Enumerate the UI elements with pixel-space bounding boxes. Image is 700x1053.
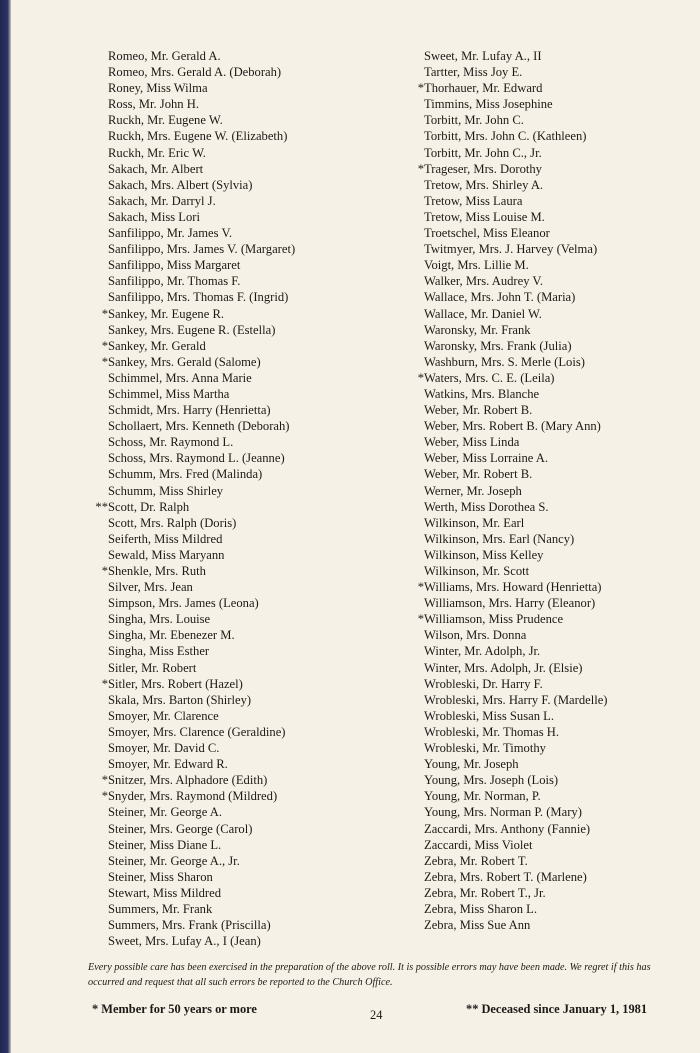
member-name: Ruckh, Mr. Eugene W.: [108, 113, 223, 128]
member-name: Zebra, Mr. Robert T.: [424, 853, 528, 868]
member-name: Washburn, Mrs. S. Merle (Lois): [424, 354, 585, 369]
member-name: Werner, Mr. Joseph: [424, 483, 522, 498]
member-name: Ross, Mr. John H.: [108, 97, 199, 112]
member-50-years-marker: *: [417, 161, 424, 176]
member-name: Sankey, Mrs. Gerald (Salome): [108, 354, 261, 369]
member-name: Walker, Mrs. Audrey V.: [424, 274, 544, 289]
member-name: Young, Mrs. Norman P. (Mary): [424, 805, 582, 820]
member-name: Weber, Miss Linda: [424, 435, 520, 450]
roll-entry: [408, 660, 700, 676]
member-name: Sweet, Mr. Lufay A., II: [424, 49, 542, 63]
member-name: Wilkinson, Miss Kelley: [424, 547, 544, 562]
roll-entry: [80, 209, 400, 225]
roll-entry: [80, 289, 400, 305]
member-name: Steiner, Miss Sharon: [108, 869, 213, 884]
member-name: Tretow, Miss Louise M.: [424, 209, 545, 224]
roll-entry: [408, 901, 700, 917]
roll-entry: [80, 370, 400, 386]
member-name: Stewart, Miss Mildred: [108, 885, 221, 900]
roll-entry: [408, 145, 700, 161]
roll-entry: [80, 933, 400, 949]
roll-entry: [408, 837, 700, 853]
member-name: Sanfilippo, Mr. Thomas F.: [108, 274, 241, 289]
roll-entry: [408, 483, 700, 499]
member-name: Zaccardi, Miss Violet: [424, 837, 533, 852]
member-name: Williamson, Mrs. Harry (Eleanor): [424, 596, 596, 611]
member-name: Scott, Mrs. Ralph (Doris): [108, 515, 237, 530]
roll-entry: [80, 225, 400, 241]
roll-entry: [408, 804, 700, 820]
member-name: Tretow, Miss Laura: [424, 193, 523, 208]
member-name: Trageser, Mrs. Dorothy: [424, 161, 542, 176]
member-name: Sakach, Mrs. Albert (Sylvia): [108, 177, 253, 192]
roll-entry: [80, 563, 400, 579]
member-name: Sewald, Miss Maryann: [108, 547, 225, 562]
roll-entry: [408, 692, 700, 708]
footnote-member-50-years: * Member for 50 years or more: [92, 1002, 257, 1016]
roll-entry: [80, 660, 400, 676]
roll-entry: [408, 821, 700, 837]
member-name: Smoyer, Mr. Edward R.: [108, 757, 228, 772]
roll-entry: [80, 322, 400, 338]
roll-entry: [408, 531, 700, 547]
member-name: Seiferth, Miss Mildred: [108, 531, 223, 546]
member-name: Zebra, Miss Sue Ann: [424, 918, 531, 933]
roll-entry: [408, 402, 700, 418]
roll-entry: [408, 289, 700, 305]
roll-entry: [408, 225, 700, 241]
member-50-years-marker: *: [101, 564, 108, 578]
member-name: Sweet, Mrs. Lufay A., I (Jean): [108, 934, 261, 949]
roll-entry: [408, 708, 700, 724]
roll-entry: [408, 48, 700, 64]
roll-entry: [80, 64, 400, 80]
member-name: Schimmel, Mrs. Anna Marie: [108, 370, 252, 385]
roll-entry: [80, 306, 400, 322]
member-name: Summers, Mrs. Frank (Priscilla): [108, 918, 271, 933]
member-name: Sakach, Mr. Albert: [108, 161, 204, 176]
member-name: Sanfilippo, Mrs. Thomas F. (Ingrid): [108, 290, 289, 305]
roll-entry: [408, 611, 700, 627]
member-name: Zebra, Miss Sharon L.: [424, 901, 537, 916]
member-name: Williams, Mrs. Howard (Henrietta): [424, 580, 602, 595]
roll-entry: [80, 257, 400, 273]
roll-entry: [80, 466, 400, 482]
roll-entry: [80, 643, 400, 659]
member-name: Summers, Mr. Frank: [108, 901, 213, 916]
roll-entry: [408, 80, 700, 96]
roll-entry: [80, 483, 400, 499]
member-name: Singha, Mrs. Louise: [108, 612, 211, 627]
roll-entry: [408, 740, 700, 756]
roll-entry: [408, 112, 700, 128]
member-name: Wallace, Mrs. John T. (Maria): [424, 290, 576, 305]
member-name: Wrobleski, Mrs. Harry F. (Mardelle): [424, 692, 608, 707]
member-name: Torbitt, Mr. John C.: [424, 113, 524, 128]
member-50-years-marker: *: [417, 580, 424, 595]
member-name: Sanfilippo, Mrs. James V. (Margaret): [108, 242, 296, 257]
roll-entry: [80, 112, 400, 128]
member-name: Watkins, Mrs. Blanche: [424, 386, 540, 401]
member-name: Wrobleski, Mr. Timothy: [424, 741, 546, 756]
member-name: Weber, Mr. Robert B.: [424, 403, 533, 418]
roll-entry: [408, 209, 700, 225]
roll-entry: [408, 788, 700, 804]
member-name: Voigt, Mrs. Lillie M.: [424, 258, 529, 273]
member-name: Singha, Mr. Ebenezer M.: [108, 628, 235, 643]
roll-entry: [408, 306, 700, 322]
roll-entry: [408, 885, 700, 901]
member-name: Weber, Mr. Robert B.: [424, 467, 533, 482]
roll-entry: [408, 676, 700, 692]
roll-entry: [80, 547, 400, 563]
member-name: Wilson, Mrs. Donna: [424, 628, 527, 643]
roll-entry: [408, 579, 700, 595]
roll-entry: [408, 499, 700, 515]
member-name: Waronsky, Mr. Frank: [424, 322, 531, 337]
member-name: Ruckh, Mrs. Eugene W. (Elizabeth): [108, 129, 288, 144]
roll-entry: [408, 563, 700, 579]
roll-entry: [408, 643, 700, 659]
member-name: Romeo, Mr. Gerald A.: [108, 49, 221, 63]
member-name: Weber, Mrs. Robert B. (Mary Ann): [424, 419, 601, 434]
roll-entry: [408, 370, 700, 386]
roll-entry: [80, 177, 400, 193]
member-name: Sankey, Mr. Gerald: [108, 338, 206, 353]
member-name: Winter, Mr. Adolph, Jr.: [424, 644, 541, 659]
roll-entry: [408, 772, 700, 788]
member-name: Schimmel, Miss Martha: [108, 386, 230, 401]
member-50-years-marker: *: [101, 354, 108, 369]
member-50-years-marker: *: [101, 306, 108, 321]
roll-entry: [80, 804, 400, 820]
roll-entry: [408, 450, 700, 466]
member-name: Sanfilippo, Mr. James V.: [108, 226, 233, 241]
disclaimer-note: Every possible care has been exercised in the preparation of the above roll. It is possible errors may have been made. We regret if this has occurred and request that all such errors be reported to the Church Office.: [88, 962, 651, 988]
member-name: Wallace, Mr. Daniel W.: [424, 306, 542, 321]
roll-entry: [80, 579, 400, 595]
member-name: Tretow, Mrs. Shirley A.: [424, 177, 544, 192]
deceased-marker: **: [95, 499, 108, 514]
roll-entry: [80, 434, 400, 450]
member-name: Wilkinson, Mr. Earl: [424, 515, 525, 530]
member-name: Smoyer, Mr. Clarence: [108, 708, 219, 723]
member-name: Troetschel, Miss Eleanor: [424, 226, 550, 241]
member-name: Williamson, Miss Prudence: [424, 612, 564, 627]
member-name: Zebra, Mrs. Robert T. (Marlene): [424, 869, 587, 884]
roll-entry: [408, 466, 700, 482]
roll-entry: [80, 837, 400, 853]
member-name: Silver, Mrs. Jean: [108, 580, 193, 595]
roll-entry: [80, 772, 400, 788]
roll-entry: [80, 338, 400, 354]
member-name: Sanfilippo, Miss Margaret: [108, 258, 241, 273]
member-name: Torbitt, Mr. John C., Jr.: [424, 145, 542, 160]
member-name: Young, Mrs. Joseph (Lois): [424, 773, 559, 788]
roll-entry: [80, 48, 400, 64]
member-name: Wrobleski, Miss Susan L.: [424, 708, 554, 723]
member-name: Steiner, Miss Diane L.: [108, 837, 222, 852]
member-50-years-marker: *: [101, 789, 108, 804]
roll-entry: [408, 595, 700, 611]
roll-entry: [408, 418, 700, 434]
roll-entry: [80, 676, 400, 692]
member-name: Zaccardi, Mrs. Anthony (Fannie): [424, 821, 591, 836]
roll-column-left: [80, 48, 400, 949]
roll-entry: [80, 273, 400, 289]
member-name: Snyder, Mrs. Raymond (Mildred): [108, 789, 278, 804]
member-50-years-marker: *: [101, 676, 108, 691]
member-name: Singha, Miss Esther: [108, 644, 210, 659]
roll-entry: [80, 161, 400, 177]
member-name: Shenkle, Mrs. Ruth: [108, 564, 206, 578]
roll-entry: [408, 273, 700, 289]
roll-entry: [80, 531, 400, 547]
roll-entry: [80, 708, 400, 724]
roll-entry: [80, 96, 400, 112]
member-name: Tartter, Miss Joy E.: [424, 65, 523, 80]
member-name: Winter, Mrs. Adolph, Jr. (Elsie): [424, 660, 583, 675]
roll-entry: [408, 853, 700, 869]
member-name: Twitmyer, Mrs. J. Harvey (Velma): [424, 242, 598, 257]
member-name: Sakach, Miss Lori: [108, 209, 200, 224]
roll-entry: [80, 740, 400, 756]
roll-entry: [80, 145, 400, 161]
member-name: Ruckh, Mr. Eric W.: [108, 145, 206, 160]
roll-entry: [408, 241, 700, 257]
member-name: Torbitt, Mrs. John C. (Kathleen): [424, 129, 587, 144]
member-50-years-marker: *: [417, 370, 424, 385]
member-name: Steiner, Mrs. George (Carol): [108, 821, 253, 836]
roll-entry: [80, 450, 400, 466]
roll-entry: [80, 402, 400, 418]
footnote-deceased: ** Deceased since January 1, 1981: [466, 1002, 648, 1016]
roll-entry: [80, 627, 400, 643]
member-50-years-marker: *: [417, 81, 424, 96]
roll-entry: [408, 434, 700, 450]
member-name: Sankey, Mrs. Eugene R. (Estella): [108, 322, 276, 337]
roll-entry: [80, 241, 400, 257]
roll-entry: [408, 547, 700, 563]
member-name: Sitler, Mr. Robert: [108, 660, 197, 675]
member-50-years-marker: *: [101, 338, 108, 353]
roll-entry: [80, 499, 400, 515]
member-name: Smoyer, Mr. David C.: [108, 741, 220, 756]
member-name: Wilkinson, Mr. Scott: [424, 564, 530, 578]
roll-entry: [408, 64, 700, 80]
roll-entry: [408, 322, 700, 338]
roll-entry: [80, 386, 400, 402]
roll-entry: [408, 756, 700, 772]
member-name: Sitler, Mrs. Robert (Hazel): [108, 676, 243, 691]
member-name: Roney, Miss Wilma: [108, 81, 208, 96]
member-name: Zebra, Mr. Robert T., Jr.: [424, 885, 546, 900]
member-name: Schumm, Miss Shirley: [108, 483, 224, 498]
member-name: Schmidt, Mrs. Harry (Henrietta): [108, 403, 271, 418]
member-name: Weber, Miss Lorraine A.: [424, 451, 549, 466]
member-name: Waronsky, Mrs. Frank (Julia): [424, 338, 572, 353]
member-name: Schollaert, Mrs. Kenneth (Deborah): [108, 419, 290, 434]
member-name: Wilkinson, Mrs. Earl (Nancy): [424, 531, 575, 546]
roll-entry: [408, 161, 700, 177]
member-name: Steiner, Mr. George A., Jr.: [108, 853, 240, 868]
roll-entry: [408, 869, 700, 885]
roll-entry: [80, 885, 400, 901]
member-50-years-marker: *: [417, 612, 424, 627]
member-name: Romeo, Mrs. Gerald A. (Deborah): [108, 65, 282, 80]
member-name: Young, Mr. Norman, P.: [424, 789, 541, 804]
binding-edge: [0, 0, 11, 1053]
member-name: Scott, Dr. Ralph: [108, 499, 190, 514]
member-name: Steiner, Mr. George A.: [108, 805, 222, 820]
page-number: 24: [370, 1008, 383, 1022]
roll-entry: [408, 96, 700, 112]
roll-entry: [80, 515, 400, 531]
roll-entry: [80, 354, 400, 370]
roll-entry: [408, 177, 700, 193]
member-name: Snitzer, Mrs. Alphadore (Edith): [108, 773, 268, 788]
roll-entry: [408, 917, 700, 933]
roll-entry: [80, 193, 400, 209]
member-name: Wrobleski, Mr. Thomas H.: [424, 724, 559, 739]
roll-entry: [408, 193, 700, 209]
roll-entry: [80, 418, 400, 434]
roll-entry: [408, 338, 700, 354]
roll-entry: [80, 692, 400, 708]
member-name: Schumm, Mrs. Fred (Malinda): [108, 467, 263, 482]
member-name: Werth, Miss Dorothea S.: [424, 499, 549, 514]
roll-entry: [80, 788, 400, 804]
roll-entry: [408, 515, 700, 531]
roll-entry: [408, 354, 700, 370]
roll-entry: [408, 257, 700, 273]
roll-entry: [80, 821, 400, 837]
roll-entry: [80, 80, 400, 96]
member-name: Thorhauer, Mr. Edward: [424, 81, 543, 96]
roll-column-right: [408, 48, 700, 933]
member-name: Wrobleski, Dr. Harry F.: [424, 676, 543, 691]
roll-entry: [80, 756, 400, 772]
roll-entry: [408, 128, 700, 144]
member-name: Young, Mr. Joseph: [424, 757, 519, 772]
member-name: Schoss, Mrs. Raymond L. (Jeanne): [108, 451, 285, 466]
member-name: Waters, Mrs. C. E. (Leila): [424, 370, 555, 385]
member-name: Skala, Mrs. Barton (Shirley): [108, 692, 252, 707]
roll-entry: [408, 627, 700, 643]
member-name: Sankey, Mr. Eugene R.: [108, 306, 225, 321]
member-name: Smoyer, Mrs. Clarence (Geraldine): [108, 724, 286, 739]
roll-entry: [80, 869, 400, 885]
member-50-years-marker: *: [101, 773, 108, 788]
roll-entry: [80, 901, 400, 917]
roll-entry: [80, 611, 400, 627]
roll-entry: [80, 595, 400, 611]
member-name: Sakach, Mr. Darryl J.: [108, 193, 216, 208]
roll-entry: [408, 724, 700, 740]
roll-entry: [80, 917, 400, 933]
roll-entry: [80, 853, 400, 869]
roll-entry: [408, 386, 700, 402]
member-name: Timmins, Miss Josephine: [424, 97, 553, 112]
member-name: Schoss, Mr. Raymond L.: [108, 435, 234, 450]
roll-entry: [80, 128, 400, 144]
member-name: Simpson, Mrs. James (Leona): [108, 596, 259, 611]
roll-entry: [80, 724, 400, 740]
